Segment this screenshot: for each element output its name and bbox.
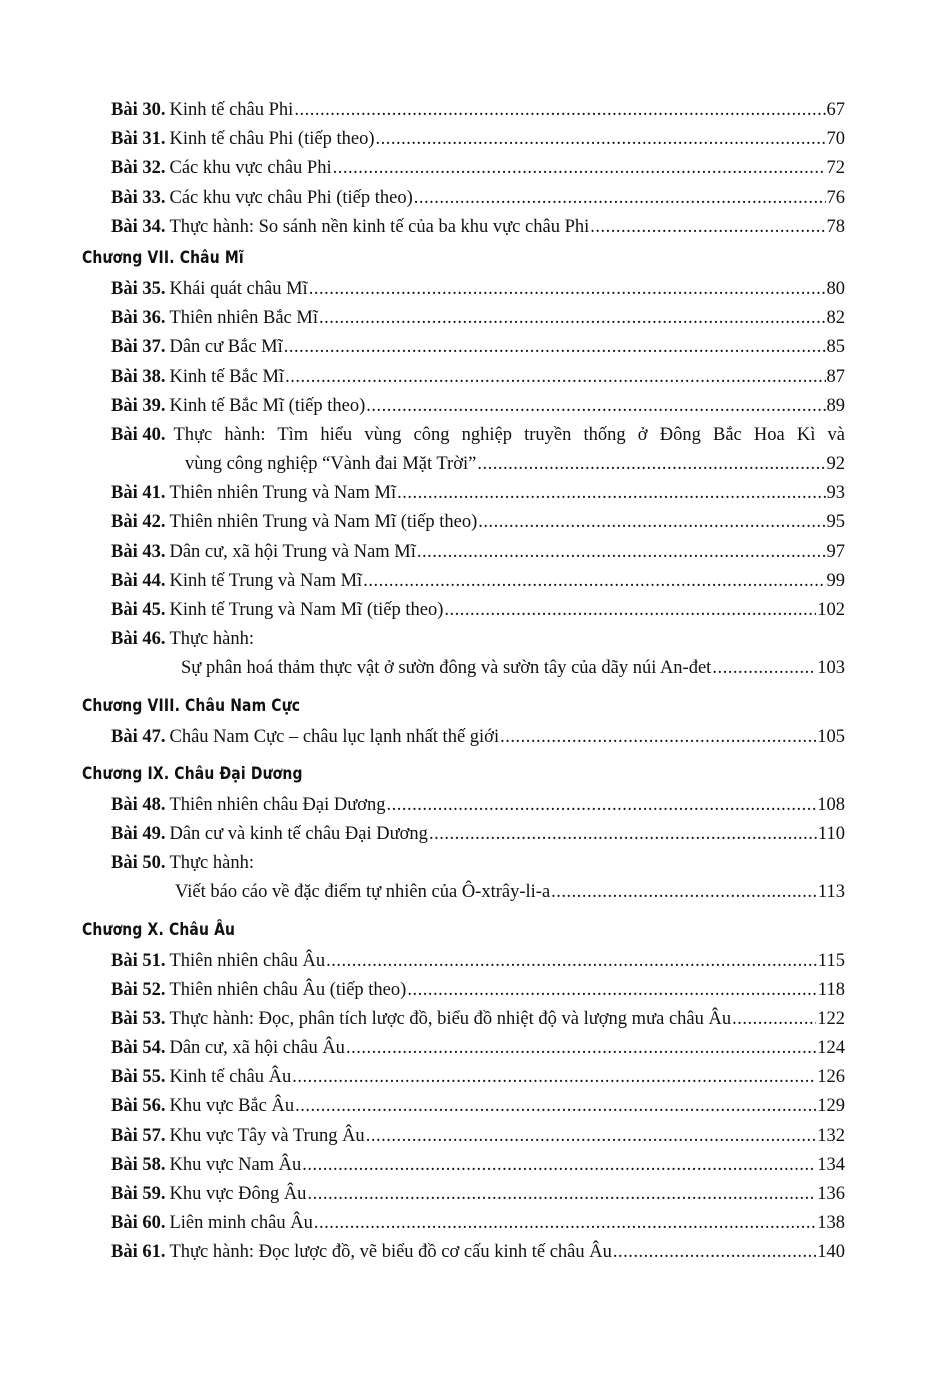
- page-number: 108: [817, 794, 845, 815]
- lesson-number: Bài 55.: [111, 1067, 166, 1088]
- lesson-title: Khái quát châu Mĩ: [169, 278, 308, 299]
- lesson-number: Bài 39.: [111, 395, 166, 416]
- toc-entry: [111, 1209, 845, 1238]
- leader-dots: [551, 878, 817, 907]
- toc-entry-multiline: [0, 421, 927, 479]
- lesson-title: Kinh tế châu Phi: [169, 100, 294, 120]
- lesson-title: Thiên nhiên Bắc Mĩ: [169, 308, 318, 329]
- lesson-number: Bài 59.: [111, 1184, 166, 1204]
- lesson-title: Thiên nhiên châu Âu: [169, 950, 326, 971]
- lesson-number: Bài 41.: [111, 483, 166, 504]
- lesson-title: Dân cư và kinh tế châu Đại Dương: [169, 823, 428, 844]
- toc-entry: [111, 184, 845, 213]
- lesson-number: Bài 56.: [111, 1096, 166, 1117]
- toc-entry: [111, 1034, 845, 1063]
- leader-dots: [346, 1034, 816, 1063]
- toc-entry: [111, 213, 845, 242]
- lesson-group: [0, 96, 927, 242]
- toc-entry: [111, 538, 845, 567]
- lesson-number: Bài 52.: [111, 979, 166, 1000]
- lesson-number: Bài 46.: [111, 629, 166, 650]
- chapter-heading: Chương VII. Châu Mĩ: [82, 247, 244, 268]
- toc-entry: [111, 479, 845, 508]
- leader-dots: [712, 654, 816, 683]
- lesson-title: Kinh tế Trung và Nam Mĩ: [169, 570, 363, 591]
- lesson-title: Khu vực Đông Âu: [169, 1184, 307, 1204]
- lesson-title: Kinh tế Bắc Mĩ (tiếp theo): [169, 395, 366, 416]
- page-number: 76: [826, 187, 845, 208]
- leader-dots: [284, 333, 826, 362]
- toc-entry: [111, 976, 845, 1005]
- toc-entry: [111, 1151, 845, 1180]
- lesson-number: Bài 53.: [111, 1008, 166, 1029]
- lesson-title: Các khu vực châu Phi (tiếp theo): [169, 187, 413, 208]
- toc-entry: [111, 96, 845, 125]
- leader-dots: [613, 1238, 816, 1267]
- leader-dots: [414, 184, 826, 213]
- page-number: 129: [817, 1096, 845, 1117]
- page-number: 124: [817, 1038, 845, 1059]
- lesson-title: Châu Nam Cực – châu lục lạnh nhất thế giới: [169, 726, 500, 747]
- toc-entry: [111, 333, 845, 362]
- toc-entry: [111, 1092, 845, 1121]
- lesson-title: Thực hành: Đọc, phân tích lược đồ, biểu đồ nhiệt độ và lượng mưa châu Âu: [169, 1008, 732, 1029]
- toc-entry: [111, 392, 845, 421]
- page-number: 80: [826, 278, 845, 299]
- leader-dots: [429, 820, 817, 849]
- page-number: 105: [817, 726, 845, 747]
- leader-dots: [363, 567, 825, 596]
- page-number: 67: [826, 100, 845, 120]
- toc-entry: [111, 1180, 845, 1209]
- lesson-number: Bài 51.: [111, 950, 166, 971]
- leader-dots: [319, 304, 826, 333]
- leader-dots: [397, 479, 825, 508]
- leader-dots: [478, 508, 825, 537]
- lesson-number: Bài 34.: [111, 216, 166, 237]
- lesson-number: Bài 47.: [111, 726, 166, 747]
- leader-dots: [292, 1063, 816, 1092]
- lesson-title: Thực hành:: [169, 629, 254, 650]
- page-number: 93: [826, 483, 845, 504]
- lesson-number: Bài 42.: [111, 512, 166, 533]
- lesson-title: Thiên nhiên Trung và Nam Mĩ: [169, 483, 397, 504]
- lesson-number: Bài 36.: [111, 308, 166, 329]
- toc-entry: [111, 304, 845, 333]
- leader-dots: [407, 976, 817, 1005]
- lesson-title: Thực hành: Tìm hiểu vùng công nghiệp truyền thống ở Đông Bắc Hoa Kì và: [173, 424, 845, 445]
- lesson-title-continued: vùng công nghiệp “Vành đai Mặt Trời”: [185, 454, 477, 475]
- lesson-title: Dân cư Bắc Mĩ: [169, 337, 283, 358]
- leader-dots: [387, 791, 817, 820]
- toc-entry: [111, 567, 845, 596]
- toc-entry: [111, 596, 845, 625]
- lesson-group: [0, 275, 927, 421]
- toc-entry: [111, 1238, 845, 1267]
- page-number: 97: [826, 541, 845, 562]
- lesson-number: Bài 32.: [111, 158, 166, 179]
- lesson-title: Thực hành:: [169, 853, 254, 874]
- page-number: 134: [817, 1154, 845, 1175]
- lesson-group: [0, 479, 927, 625]
- lesson-number: Bài 43.: [111, 541, 166, 562]
- page-number: 87: [826, 366, 845, 387]
- chapter-heading: Chương IX. Châu Đại Dương: [82, 763, 303, 784]
- toc-entry: [111, 1063, 845, 1092]
- chapter-heading: Chương X. Châu Âu: [82, 919, 236, 940]
- toc-entry: [111, 1005, 845, 1034]
- toc-entry: [111, 154, 845, 183]
- leader-dots: [366, 1122, 817, 1151]
- lesson-title-continued: Viết báo cáo về đặc điểm tự nhiên của Ô-xtrây-li-a: [175, 882, 551, 903]
- leader-dots: [302, 1151, 816, 1180]
- lesson-group: [0, 791, 927, 849]
- toc-entry-multiline: [0, 849, 927, 907]
- lesson-title: Kinh tế Bắc Mĩ: [169, 366, 285, 387]
- page-number: 72: [826, 158, 845, 179]
- page-number: 103: [817, 658, 845, 679]
- page-number: 115: [817, 950, 845, 971]
- leader-dots: [294, 96, 825, 125]
- leader-dots: [500, 723, 816, 752]
- page-number: 99: [826, 570, 845, 591]
- page-number: 110: [817, 823, 845, 844]
- page-number: 70: [826, 129, 845, 150]
- page-number: 89: [826, 395, 845, 416]
- lesson-title: Thiên nhiên châu Đại Dương: [169, 794, 386, 815]
- lesson-title: Kinh tế châu Âu: [169, 1067, 292, 1088]
- page-number: 138: [817, 1213, 845, 1234]
- lesson-title: Thiên nhiên Trung và Nam Mĩ (tiếp theo): [169, 512, 478, 533]
- lesson-number: Bài 35.: [111, 278, 166, 299]
- page-number: 78: [826, 216, 845, 237]
- lesson-title: Liên minh châu Âu: [169, 1213, 313, 1234]
- leader-dots: [309, 275, 826, 304]
- leader-dots: [417, 538, 826, 567]
- page-number: 113: [817, 882, 845, 903]
- leader-dots: [333, 154, 826, 183]
- lesson-number: Bài 40.: [111, 424, 166, 445]
- lesson-number: Bài 57.: [111, 1125, 166, 1146]
- page-number: 126: [817, 1067, 845, 1088]
- toc-entry: [111, 723, 845, 752]
- lesson-number: Bài 30.: [111, 100, 166, 120]
- lesson-title: Dân cư, xã hội châu Âu: [169, 1038, 345, 1059]
- page-number: 122: [817, 1008, 845, 1029]
- lesson-title: Thực hành: So sánh nền kinh tế của ba khu vực châu Phi: [169, 216, 590, 237]
- toc-entry: [111, 1122, 845, 1151]
- leader-dots: [314, 1209, 816, 1238]
- leader-dots: [590, 213, 825, 242]
- lesson-number: Bài 49.: [111, 823, 166, 844]
- page-number: 95: [826, 512, 845, 533]
- lesson-number: Bài 44.: [111, 570, 166, 591]
- leader-dots: [375, 125, 825, 154]
- leader-dots: [295, 1092, 816, 1121]
- lesson-group: [0, 723, 927, 752]
- lesson-number: Bài 31.: [111, 129, 166, 150]
- lesson-title: Thiên nhiên châu Âu (tiếp theo): [169, 979, 407, 1000]
- lesson-title-continued: Sự phân hoá thảm thực vật ở sườn đông và sườn tây của dãy núi An-đet: [181, 658, 712, 679]
- chapter-heading: Chương VIII. Châu Nam Cực: [82, 695, 301, 716]
- page-number: 136: [817, 1184, 845, 1204]
- toc-entry: [111, 125, 845, 154]
- lesson-number: Bài 37.: [111, 337, 166, 358]
- lesson-title: Khu vực Nam Âu: [169, 1154, 302, 1175]
- toc-entry: [111, 508, 845, 537]
- page-number: 140: [817, 1242, 845, 1263]
- lesson-title: Kinh tế Trung và Nam Mĩ (tiếp theo): [169, 600, 444, 620]
- toc-entry: [111, 363, 845, 392]
- lesson-title: Thực hành: Đọc lược đồ, vẽ biểu đồ cơ cấu kinh tế châu Âu: [169, 1242, 612, 1263]
- lesson-number: Bài 58.: [111, 1154, 166, 1175]
- lesson-number: Bài 60.: [111, 1213, 166, 1234]
- lesson-title: Dân cư, xã hội Trung và Nam Mĩ: [169, 541, 416, 562]
- lesson-number: Bài 45.: [111, 600, 166, 620]
- leader-dots: [326, 947, 817, 976]
- lesson-title: Khu vực Bắc Âu: [169, 1096, 295, 1117]
- lesson-number: Bài 50.: [111, 853, 166, 874]
- leader-dots: [285, 363, 825, 392]
- lesson-title: Các khu vực châu Phi: [169, 158, 332, 179]
- lesson-number: Bài 38.: [111, 366, 166, 387]
- lesson-number: Bài 61.: [111, 1242, 166, 1263]
- page-number: 102: [817, 600, 845, 620]
- lesson-number: Bài 33.: [111, 187, 166, 208]
- lesson-number: Bài 48.: [111, 794, 166, 815]
- lesson-number: Bài 54.: [111, 1038, 166, 1059]
- toc-entry-multiline: [0, 625, 927, 683]
- toc-entry: [111, 947, 845, 976]
- page-number: 92: [826, 454, 845, 475]
- leader-dots: [477, 450, 825, 479]
- table-of-contents: [0, 96, 927, 1268]
- leader-dots: [732, 1005, 816, 1034]
- lesson-title: Khu vực Tây và Trung Âu: [169, 1125, 365, 1146]
- page-number: 132: [817, 1125, 845, 1146]
- toc-entry: [111, 791, 845, 820]
- page-number: 82: [826, 308, 845, 329]
- page-number: 118: [817, 979, 845, 1000]
- leader-dots: [307, 1180, 816, 1209]
- lesson-title: Kinh tế châu Phi (tiếp theo): [169, 129, 375, 150]
- leader-dots: [366, 392, 825, 421]
- lesson-group: [0, 947, 927, 1268]
- toc-entry: [111, 820, 845, 849]
- toc-entry: [111, 275, 845, 304]
- leader-dots: [444, 596, 816, 625]
- page-number: 85: [826, 337, 845, 358]
